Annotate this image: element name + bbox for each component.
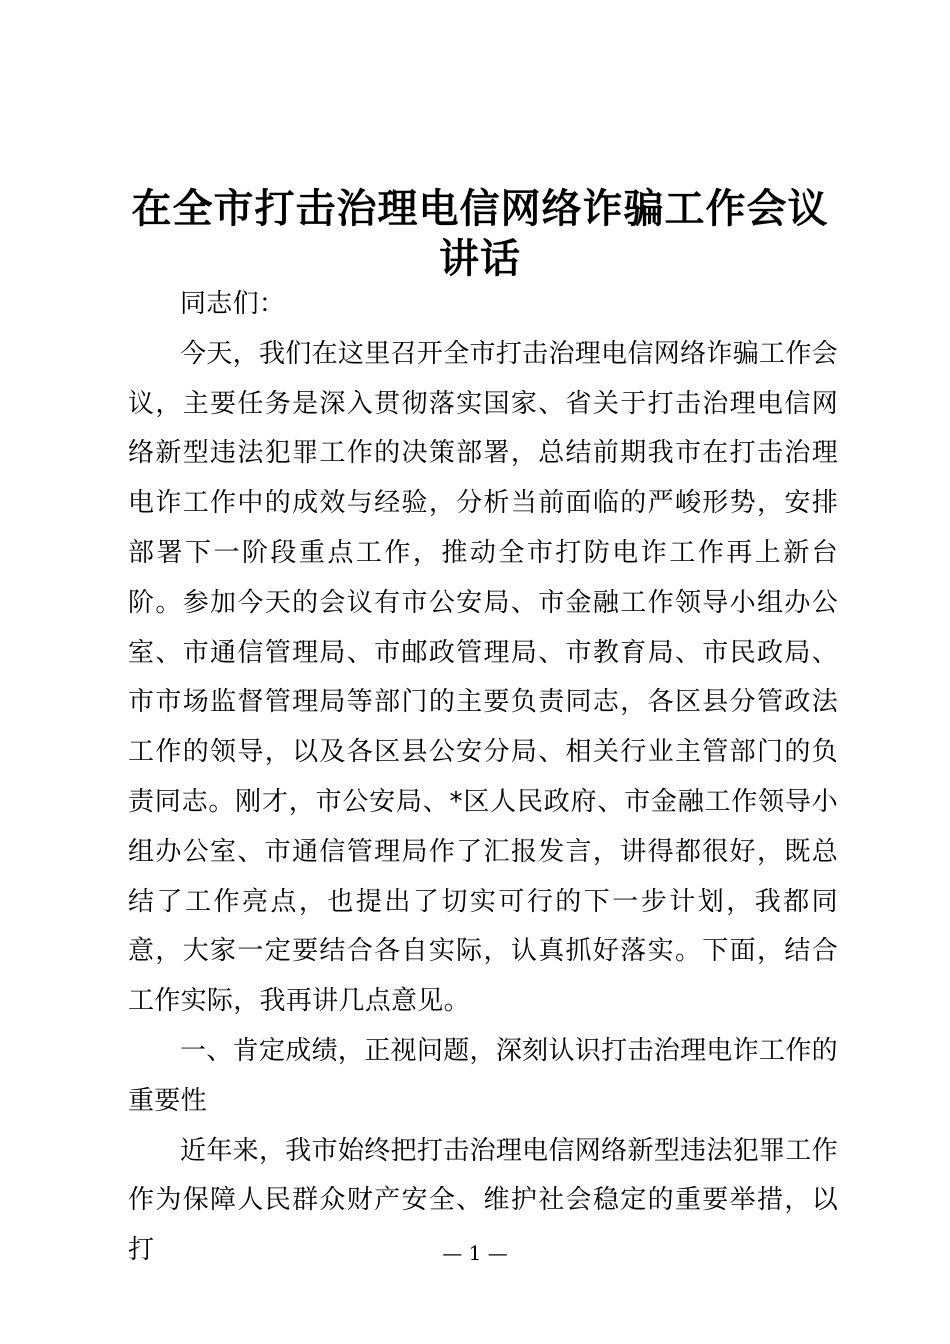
document-body	[128, 280, 838, 1276]
page-number: — 1 —	[442, 1241, 508, 1265]
paragraph-intro: 今天，我们在这里召开全市打击治理电信网络诈骗工作会议，主要任务是深入贯彻落实国家、省关于打击治理电信网络新型违法犯罪工作的决策部署，总结前期我市在打击治理电诈工作中的成效与经验，分析当前面临的严峻形势，安排部署下一阶段重点工作，推动全市打防电诈工作再上新台阶。参加今天的会议有市公安局、市金融工作领导小组办公室、市通信管理局、市邮政管理局、市教育局、市民政局、市市场监督管理局等部门的主要负责同志，各区县分管政法工作的领导，以及各区县公安分局、相关行业主管部门的负责同志。刚才，市公安局、*区人民政府、市金融工作领导小组办公室、市通信管理局作了汇报发言，讲得都很好，既总结了工作亮点，也提出了切实可行的下一步计划，我都同意，大家一定要结合各自实际，认真抓好落实。下面，结合工作实际，我再讲几点意见。	[128, 338, 838, 1017]
salutation: 同志们：	[180, 289, 286, 319]
section-heading-1: 一、肯定成绩，正视问题，深刻认识打击治理电诈工作的重要性	[128, 1035, 838, 1116]
document-title-line-2: 讲话	[439, 235, 521, 282]
document-title-line-1: 在全市打击治理电信网络诈骗工作会议	[131, 185, 829, 232]
paragraph-section-1: 近年来，我市始终把打击治理电信网络新型违法犯罪工作作为保障人民群众财产安全、维护社会稳定的重要举措，以打	[128, 1135, 838, 1266]
